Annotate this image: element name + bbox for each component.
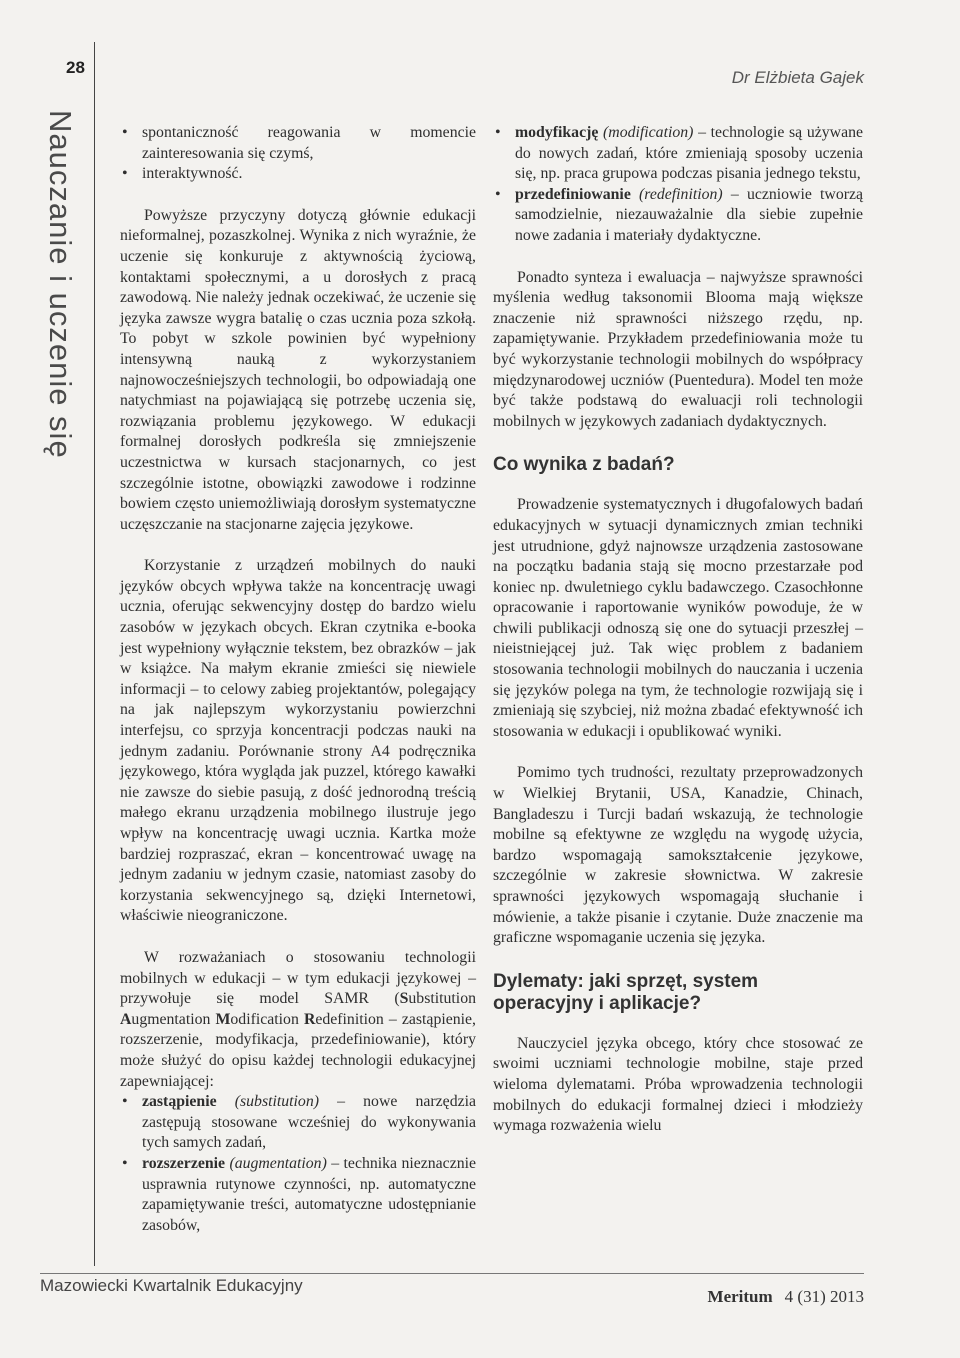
section-heading: Co wynika z badań? (493, 454, 675, 476)
paragraph: Pomimo tych trudności, rezultaty przeprowadzonych w Wielkiej Brytanii, USA, Kanadzie, Chinach, Bangladeszu i Turcji badań wskazują, że technologie mobilne są efektywne ze względu na wygodę użycia, bardzo wspomagają samokształcenie językowe, szczególnie w zakresie słownictwa. W zakresie sprawności językowych wspomagają słuchanie i mówienie, a także pisanie i czytanie. Duże znaczenie ma graficzne wspomaganie uczenia się języka. (493, 764, 863, 947)
margin-rule (94, 42, 95, 1266)
magazine-title: Meritum (707, 1287, 773, 1306)
right-column (493, 123, 863, 1137)
footer-rule (40, 1273, 864, 1274)
paragraph: Prowadzenie systematycznych i długofalowych badań edukacyjnych w sytuacji dynamicznych zmian techniki jest utrudnione, gdyż najnowsze urządzenia zastosowane na początku badania stają się mocno przestarzałe pod koniec np. dwuletniego cyklu badawczego. Czasochłonne opracowanie i raportowanie wyników powoduje, że w chwili publikacji odnoszą się one do sytuacji przeszłej – nieistniejącej już. Tak więc problem z badaniem stosowania technologii mobilnych do nauczania i uczenia się języków polega na tym, że technologie rozwijają się i zmieniają się szybciej, niż można zbadać efektywność ich stosowania w edukacji i opublikować wyniki. (493, 496, 863, 740)
keyword: rozszerzenie (142, 1154, 226, 1172)
paragraph: Korzystanie z urządzeń mobilnych do nauki języków obcych wpływa także na koncentrację uwagi ucznia, oferując sekwencyjny dostęp do bardzo wielu zasobów w językach obcych. Ekran czytnika e-booka jest wypełniony wyłącznie tekstem, bez obrazków – jak w książce. Na małym ekranie zmieści się niewiele informacji – to celowy zabieg projektantów, polegający na jak najlepszym wykorzystaniu powierzchni interfejsu, co sprzyja koncentracji podczas nauki na jednym zadaniu. Porównanie strony A4 podręcznika językowego, która wygląda jak puzzel, którego kawałki nie zawsze do siebie pasują, z dość jednorodną treścią małego ekranu urządzenia mobilnego ilustruje jego wpływ na koncentrację uwagi ucznia. Kartka może bardziej rozpraszać, ekran – koncentrować uwagę na jednym zadaniu w jednym czasie, natomiast zasoby do korzystania sekwencyjnego są, dzięki Internetowi, właściwie nieograniczone. (120, 557, 476, 925)
issue-info (708, 1287, 864, 1307)
samr-letter: M (215, 1010, 231, 1028)
article-author: Dr Elżbieta Gajek (731, 68, 864, 87)
samr-letter: A (120, 1010, 132, 1028)
samr-word: ubstitution (408, 990, 476, 1008)
list-item (493, 123, 863, 185)
paragraph-text: W rozważaniach o stosowaniu technologii mobilnych w edukacji – w tym edukacji językowej – przywołuje się model SAMR ( (120, 948, 476, 1008)
paragraph-text: – zastąpienie, rozszerzenie, modyfikacja, przedefiniowanie), który może służyć do opisu każdej technologii edukacyjnej zapewniającej: (120, 1010, 476, 1090)
item-text: – uczniowie tworzą samodzielnie, niezauważalnie dla siebie zupełnie nowe zadania i materiały dydaktyczne. (515, 185, 864, 244)
english-term: (redefinition) (639, 185, 723, 203)
keyword: przedefiniowanie (515, 185, 631, 203)
samr-word: edefinition (315, 1010, 384, 1028)
english-term: (augmentation) (229, 1154, 327, 1172)
paragraph-samr (120, 948, 476, 1092)
section-side-title: Nauczanie i uczenie się (43, 110, 78, 459)
item-text: – technologie są używane do nowych zadań, które zmieniają sposoby uczenia się, np. praca grupowa podczas pisania jednego tekstu, (515, 124, 863, 183)
paragraph: Nauczyciel języka obcego, który chce stosować ze swoimi uczniami technologie mobilne, staje przed wieloma dylematami. Próba wprowadzenia technologii mobilnych do edukacji formalnej dzieci i młodzieży wymaga rozważenia wielu (493, 1034, 863, 1135)
samr-word: ugmentation (131, 1010, 216, 1028)
item-text: – technika nieznacznie usprawnia rutynowe czynności, np. automatyczne zapamiętywanie treści, automatyczne udostępnianie zasobów, (142, 1154, 476, 1234)
journal-name: Mazowiecki Kwartalnik Edukacyjny (40, 1276, 303, 1295)
paragraph: Ponadto synteza i ewaluacja – najwyższe sprawności myślenia według taksonomii Blooma mają większe znaczenie niż sprawności niższego rzędu, np. zapamiętywanie. Przykładem przedefiniowania może tu być wykorzystanie technologii mobilnych do współpracy międzynarodowej uczniów (Puentedura). Model ten może być także podstawą do ewaluacji roli technologii mobilnych w językowych zadaniach dydaktycznych. (493, 268, 863, 430)
bullet-list-top (120, 123, 476, 185)
samr-letter: R (303, 1010, 316, 1028)
page-number: 28 (66, 58, 85, 77)
english-term: (modification) (603, 124, 694, 141)
paragraph: Powyższe przyczyny dotyczą głównie edukacji nieformalnej, pozaszkolnej. Wynika z nich wyraźnie, że uczenie się konkuruje z aktywnością życiową, kontaktami społecznymi, a u dorosłych z pracą zawodową. Nie należy jednak oczekiwać, że uczenie się języka zawsze wygra batalię o czas ucznia poza szkołą. To pobyt w szkole powinien być wypełniony intensywną nauką z wykorzystaniem najnowocześniejszych technologii, bo odpowiadają one natychmiast na pojawiającą się potrzebę uczenia się, rozwiązania problemu językowego. W edukacji formalnej dorosłych podkreśla się zmniejszenie uczestnictwa w kursach stacjonarnych, co jest szczególnie istotne, obowiązki zawodowe i rodzinne bowiem często uniemożliwiają dorosłym systematyczne uczęszczanie na stacjonarne zajęcia językowe. (120, 206, 476, 533)
list-item: • interaktywność. (120, 164, 476, 185)
samr-list-continued (493, 123, 863, 247)
list-item (120, 1092, 476, 1154)
left-column (120, 123, 476, 1236)
samr-list (120, 1092, 476, 1236)
keyword: modyfikację (515, 124, 599, 141)
english-term: (substitution) (234, 1093, 319, 1111)
keyword: zastąpienie (142, 1093, 217, 1111)
samr-letter: S (399, 990, 409, 1008)
list-item: • spontaniczność reagowania w momencie zainteresowania się czymś, (120, 123, 476, 164)
item-text: – nowe narzędzia zastępują stosowane wcześniej do wykonywania tych samych zadań, (142, 1093, 477, 1152)
list-item (120, 1154, 476, 1236)
section-heading: Dylematy: jaki sprzęt, system operacyjny i aplikacje? (493, 970, 759, 1014)
list-item (493, 185, 863, 247)
samr-word: odification (230, 1010, 304, 1028)
issue-number: 4 (31) 2013 (784, 1287, 864, 1306)
